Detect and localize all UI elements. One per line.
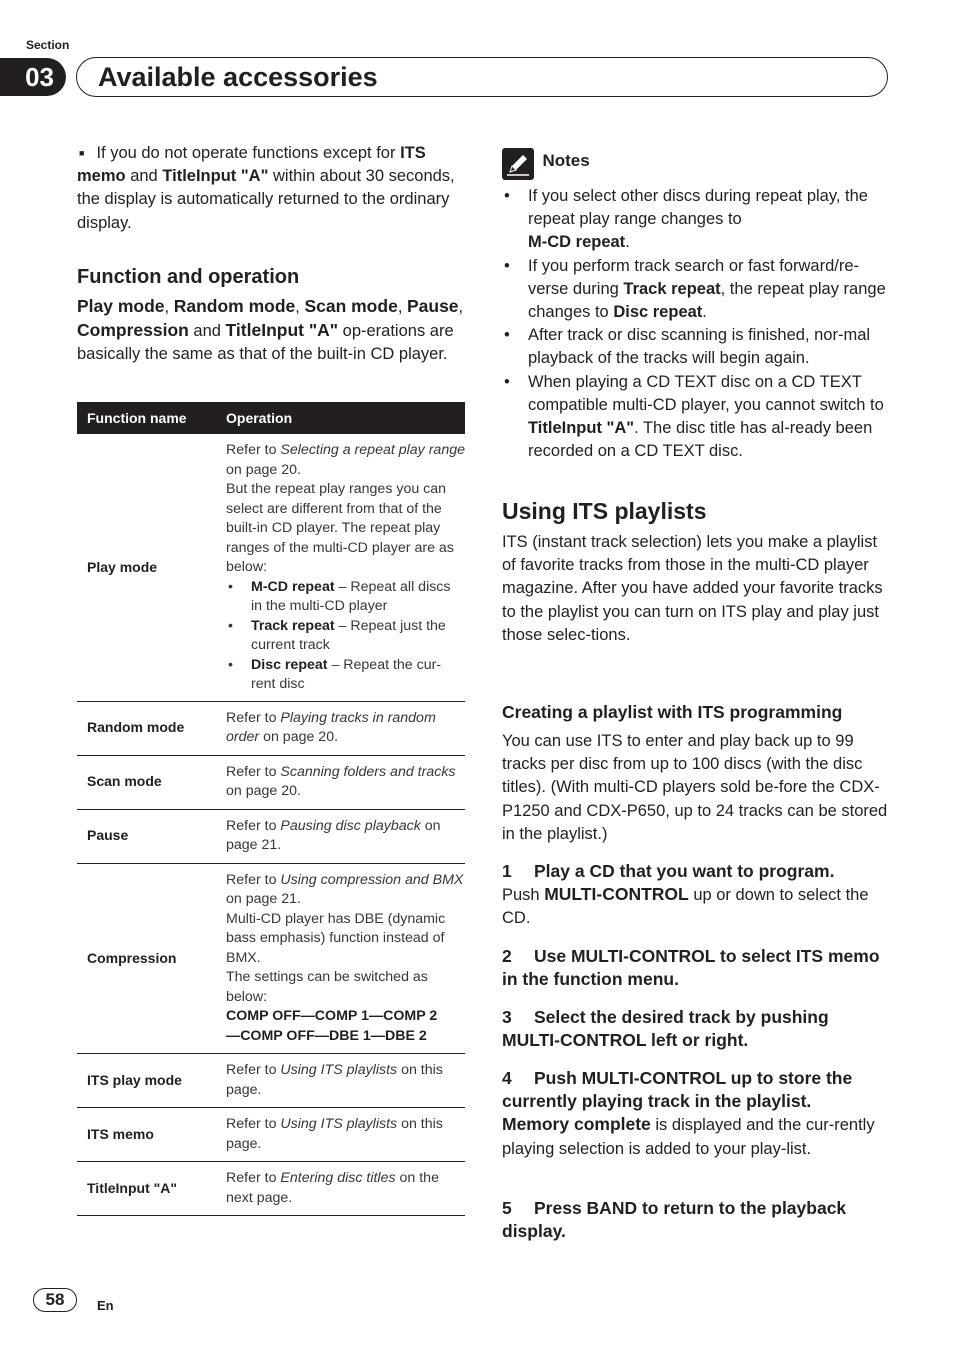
step-text: up or down to select the CD. xyxy=(502,886,869,928)
ref-link: Scanning folders and tracks xyxy=(280,763,456,780)
operation xyxy=(216,809,465,863)
step-4 xyxy=(502,1067,888,1161)
ref-pre: Refer to xyxy=(226,871,277,888)
notes-header xyxy=(502,148,590,180)
play-text: But the repeat play ranges you can select are different from that of the built-in CD player. The repeat play ranges of the multi-CD player are as below: xyxy=(226,481,454,575)
notes-label: Notes xyxy=(542,151,590,170)
ref-link: Using ITS playlists xyxy=(280,1062,398,1078)
note-text: . The disc title has al-ready been recorded on a CD TEXT disc. xyxy=(528,419,873,461)
list-item xyxy=(502,324,888,370)
compression-text-1: Multi-CD player has DBE (dynamic bass emphasis) function instead of BMX. xyxy=(226,910,446,966)
table-row xyxy=(77,755,465,809)
fo-titleinput: TitleInput "A" xyxy=(225,320,339,341)
note-term: Disc repeat xyxy=(613,303,703,322)
table-header-row xyxy=(77,402,465,434)
ref-pre: Refer to xyxy=(226,1062,277,1078)
table-row xyxy=(77,1108,465,1162)
step-text: Push xyxy=(502,886,540,905)
list-item xyxy=(226,617,465,656)
col-operation: Operation xyxy=(216,402,465,434)
function-name: Random mode xyxy=(77,701,216,755)
list-item xyxy=(502,371,888,464)
fo-scan: Scan mode xyxy=(304,296,398,316)
function-name: Pause xyxy=(77,809,216,863)
note-text: , the repeat play range changes to xyxy=(528,279,886,322)
operation xyxy=(216,434,465,701)
function-name: Scan mode xyxy=(77,755,216,809)
intro-and: and xyxy=(130,167,158,186)
list-item: • If you select other discs during repeat play, the repeat play range changes to M-CD repeat. xyxy=(502,185,888,255)
fo-and: and xyxy=(193,322,221,341)
note-text: When playing a CD TEXT disc on a CD TEXT compatible multi-CD player, you cannot switch to xyxy=(528,372,884,414)
ref-link: Playing tracks in random order xyxy=(226,709,436,745)
step-3 xyxy=(502,1006,888,1052)
intro-paragraph xyxy=(77,142,465,235)
section-number: 03 xyxy=(0,58,66,96)
step-title: Push MULTI-CONTROL up to store the currently playing track in the playlist. xyxy=(502,1068,853,1112)
fo-play: Play mode xyxy=(77,296,165,316)
repeat-list xyxy=(226,578,465,695)
col-function-name: Function name xyxy=(77,402,216,434)
function-name: ITS play mode xyxy=(77,1054,216,1108)
ref-post: on page 21. xyxy=(226,891,301,907)
ref-post: on this page. xyxy=(226,1116,443,1152)
operation xyxy=(216,1108,465,1162)
step-term: Memory complete xyxy=(502,1114,651,1135)
note-text: If you select other discs during repeat play, the repeat play range changes to xyxy=(528,187,868,229)
fo-pause: Pause xyxy=(406,296,459,316)
page-number: 58 xyxy=(33,1288,77,1312)
desc: – Repeat just the current track xyxy=(251,617,446,653)
note-text: If you perform track search or fast forward/re-verse during xyxy=(528,256,860,298)
table-row xyxy=(77,809,465,863)
fo-compression: Compression xyxy=(77,320,189,341)
function-heading: Function and operation xyxy=(77,266,300,288)
its-heading: Using ITS playlists xyxy=(502,498,707,524)
ref-link: Using ITS playlists xyxy=(280,1116,398,1132)
term: Disc repeat xyxy=(251,656,328,673)
step-number: 4 xyxy=(502,1068,512,1088)
desc: – Repeat the cur-rent disc xyxy=(251,656,442,692)
table-row xyxy=(77,434,465,701)
function-table xyxy=(77,402,465,1216)
intro-text-2: within about 30 seconds, the display is automatically returned to the ordinary display. xyxy=(77,167,455,232)
function-name: Play mode xyxy=(77,434,216,701)
fo-rest: op-erations are basically the same as that of the built-in CD player. xyxy=(77,322,454,364)
step-number: 1 xyxy=(502,861,512,881)
term: Track repeat xyxy=(251,617,335,634)
intro-titleinput: TitleInput "A" xyxy=(162,167,269,186)
ref-post: on page 20. xyxy=(226,461,301,478)
list-item xyxy=(226,656,465,695)
compression-text-2: The settings can be switched as below: xyxy=(226,969,428,1005)
ref-pre: Refer to xyxy=(226,763,277,780)
ref-post: on page 21. xyxy=(226,817,441,853)
function-name: TitleInput "A" xyxy=(77,1162,216,1216)
table-row xyxy=(77,863,465,1054)
desc: – Repeat all discs in the multi-CD player xyxy=(251,578,451,614)
step-number: 2 xyxy=(502,946,512,966)
list-item xyxy=(226,578,465,617)
note-term: M-CD repeat xyxy=(528,233,626,252)
its-body: ITS (instant track selection) lets you make a playlist of favorite tracks from those in the multi-CD player magazine. After you have added your favorite tracks to the playlist you can turn on ITS play and play just those selec-tions. xyxy=(502,533,883,644)
table-row xyxy=(77,701,465,755)
ref-link: Pausing disc playback xyxy=(280,817,421,834)
fo-random: Random mode xyxy=(173,296,296,316)
ref-link: Entering disc titles xyxy=(280,1170,396,1186)
function-name: Compression xyxy=(77,863,216,1054)
step-term: MULTI-CONTROL xyxy=(544,884,689,905)
create-heading: Creating a playlist with ITS programming xyxy=(502,702,843,722)
operation xyxy=(216,863,465,1054)
step-1 xyxy=(502,860,888,931)
ref-post: on page 20. xyxy=(226,783,301,799)
ref-pre: Refer to xyxy=(226,709,277,726)
ref-post: on the next page. xyxy=(226,1170,439,1206)
step-title: Select the desired track by pushing MULTI-CONTROL left or right. xyxy=(502,1007,829,1051)
step-5 xyxy=(502,1197,888,1243)
operation xyxy=(216,1162,465,1216)
ref-link: Using compression and BMX xyxy=(280,871,464,888)
compression-seq-1: COMP OFF—COMP 1—COMP 2 xyxy=(226,1008,438,1024)
notes-list xyxy=(502,185,888,463)
pencil-note-icon xyxy=(502,148,534,180)
section-label: Section xyxy=(26,38,70,52)
step-number: 3 xyxy=(502,1007,512,1027)
step-text: is displayed and the cur-rently playing selection is added to your play-list. xyxy=(502,1116,875,1158)
note-text: After track or disc scanning is finished, nor-mal playback of the tracks will begin again. xyxy=(528,326,871,368)
compression-seq-2: —COMP OFF—DBE 1—DBE 2 xyxy=(226,1027,427,1044)
operation xyxy=(216,701,465,755)
ref-post: on this page. xyxy=(226,1062,443,1098)
square-bullet: ■ xyxy=(79,148,85,158)
function-paragraph: Play mode, Random mode, Scan mode, Pause, Compression and TitleInput "A" op-erations are basically the same as that of the built-in CD player. xyxy=(77,296,464,364)
ref-post: on page 20. xyxy=(263,729,339,745)
create-body: You can use ITS to enter and play back up to 99 tracks per disc from up to 100 discs (with the disc titles). (With multi-CD players sold be-fore the CDX-P1250 and CDX-P650, up to 24 tracks can be stored in the playlist.) xyxy=(502,732,888,843)
ref-pre: Refer to xyxy=(226,1116,277,1132)
note-term: TitleInput "A" xyxy=(528,419,635,438)
note-term: Track repeat xyxy=(623,279,721,298)
intro-text-1: If you do not operate functions except for xyxy=(96,144,396,162)
ref-pre: Refer to xyxy=(226,1170,277,1186)
operation xyxy=(216,1054,465,1108)
ref-pre: Refer to xyxy=(226,817,277,834)
language-label: En xyxy=(97,1298,114,1313)
operation xyxy=(216,755,465,809)
page-title: Available accessories xyxy=(98,62,378,92)
ref-link: Selecting a repeat play range xyxy=(280,442,465,458)
step-title: Press BAND to return to the playback display. xyxy=(502,1198,847,1242)
function-name: ITS memo xyxy=(77,1108,216,1162)
step-title: Use MULTI-CONTROL to select ITS memo in the function menu. xyxy=(502,946,880,990)
table-row xyxy=(77,1162,465,1216)
ref-pre: Refer to xyxy=(226,442,277,458)
table-row xyxy=(77,1054,465,1108)
list-item: • If you perform track search or fast forward/re-verse during Track repeat, the repeat play range changes to Disc repeat. xyxy=(502,255,888,325)
step-2 xyxy=(502,945,888,991)
term: M-CD repeat xyxy=(251,578,335,595)
intro-its-memo: ITS memo xyxy=(77,144,426,186)
step-title: Play a CD that you want to program. xyxy=(534,861,835,881)
step-number: 5 xyxy=(502,1198,512,1218)
